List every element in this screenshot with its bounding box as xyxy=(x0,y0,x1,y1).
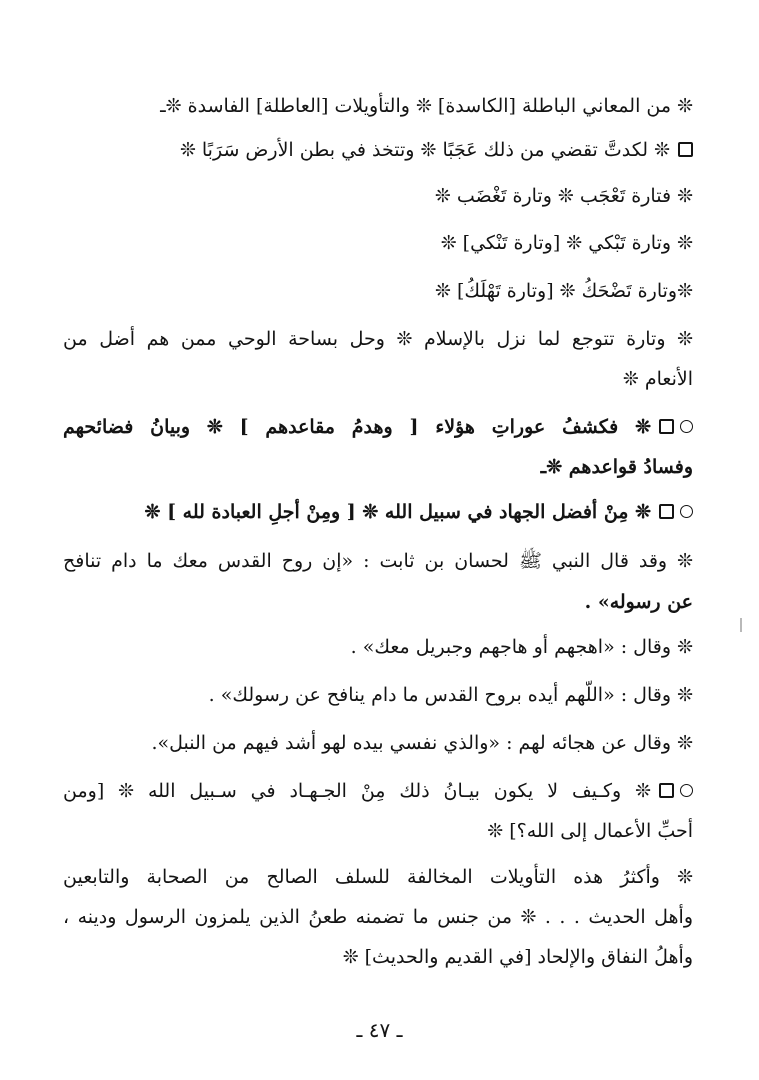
circle-marker-icon xyxy=(680,784,693,797)
line-text: ❊ لكدتَّ تقضي من ذلك عَجَبًا ❊ وتتخذ في بطن الأرض سَرَبًا ❊ xyxy=(179,139,670,161)
text-line-17 xyxy=(63,818,693,844)
line-text: وفسادُ قواعدهم ❊ـ xyxy=(540,456,693,478)
text-line-10 xyxy=(63,499,693,525)
text-line-6 xyxy=(63,326,693,352)
line-text: ❊ وقال : «اهجهم أو هاجهم وجبريل معك» . xyxy=(350,636,693,658)
line-text: ❊ وتارة تَبْكي ❊ [وتارة تَنْكي] ❊ xyxy=(440,232,693,254)
line-text: ❊ وقال : «اللّهم أيده بروح القدس ما دام ينافح عن رسولك» . xyxy=(208,684,693,706)
line-text: ❊وتارة تَضْحَكُ ❊ [وتارة تَهْلَكُ] ❊ xyxy=(435,280,693,302)
line-text: وأهلُ النفاق والإلحاد [في القديم والحديث] ❊ xyxy=(342,946,693,968)
line-text: ❊ مِنْ أفضل الجهاد في سبيل الله ❊ [ ومِنْ أجلِ العبادة لله ] ❊ xyxy=(144,501,651,523)
line-text: ❊ فتارة تَعْجَب ❊ وتارة تَغْضَب ❊ xyxy=(434,185,693,207)
line-text: ❊ وكـيف لا يكون بيـانُ ذلك مِنْ الجـهـاد في سـبيل الله ❊ [ومن xyxy=(63,780,651,802)
page-number: ـ ٤٧ ـ xyxy=(356,1018,403,1042)
text-line-2 xyxy=(63,137,693,163)
text-line-14 xyxy=(63,682,693,708)
text-line-5 xyxy=(63,278,693,304)
line-text: ❊ فكشفُ عوراتِ هؤلاء [ وهدمُ مقاعدهم ] ❊ وبيانُ فضائحهم xyxy=(63,416,651,438)
text-line-7 xyxy=(63,366,693,392)
line-text: ❊ من المعاني الباطلة [الكاسدة] ❊ والتأويلات [العاطلة] الفاسدة ❊ـ xyxy=(160,95,693,117)
text-line-9 xyxy=(63,454,693,480)
line-text: وأهل الحديث . . . ❊ من جنس ما تضمنه طعنُ الذين يلمزون الرسول ودينه ، xyxy=(63,906,693,928)
circle-marker-icon xyxy=(680,420,693,433)
text-line-1 xyxy=(63,93,693,119)
line-text: ❊ وقال عن هجائه لهم : «والذي نفسي بيده لهو أشد فيهم من النبل». xyxy=(151,732,693,754)
text-line-11 xyxy=(63,548,693,574)
text-line-8 xyxy=(63,414,693,440)
text-line-19 xyxy=(63,904,693,930)
text-line-3 xyxy=(63,183,693,209)
checkbox-square-icon xyxy=(659,419,674,434)
text-line-18 xyxy=(63,864,693,890)
text-line-13 xyxy=(63,634,693,660)
checkbox-square-icon xyxy=(659,783,674,798)
line-text: ❊ وقد قال النبي ﷺ لحسان بن ثابت : «إن روح القدس معك ما دام تنافح xyxy=(63,550,693,572)
line-text: عن رسوله» . xyxy=(584,591,693,613)
text-line-16 xyxy=(63,778,693,804)
line-text: ❊ وأكثرُ هذه التأويلات المخالفة للسلف الصالح من الصحابة والتابعين xyxy=(63,866,693,888)
checkbox-square-icon xyxy=(678,142,693,157)
line-text: الأنعام ❊ xyxy=(622,368,693,390)
text-line-12 xyxy=(63,589,693,615)
text-line-20 xyxy=(63,944,693,970)
text-line-4 xyxy=(63,230,693,256)
circle-marker-icon xyxy=(680,505,693,518)
line-text: أحبِّ الأعمال إلى الله؟] ❊ xyxy=(487,820,693,842)
line-text: ❊ وتارة تتوجع لما نزل بالإسلام ❊ وحل بساحة الوحي ممن هم أضل من xyxy=(63,328,693,350)
checkbox-square-icon xyxy=(659,504,674,519)
scan-artifact-mark xyxy=(740,618,742,632)
text-line-15 xyxy=(63,730,693,756)
